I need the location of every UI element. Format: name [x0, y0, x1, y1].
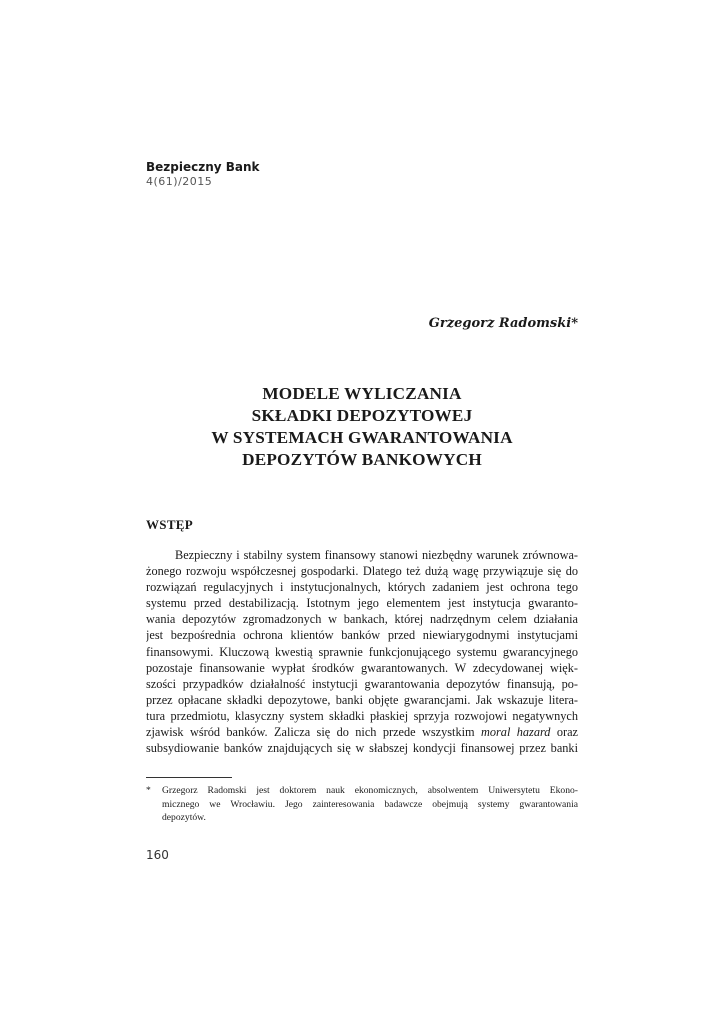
- body-line-text: oraz: [550, 725, 578, 740]
- page-number: 160: [146, 848, 169, 862]
- title-line: SKŁADKI DEPOZYTOWEJ: [251, 406, 473, 425]
- body-line: pozostaje finansowanie wypłat środków gwarantowanych. W zdecydowanej więk-: [146, 660, 578, 675]
- footnote: [146, 784, 578, 825]
- body-line-text: zjawisk wśród banków. Zalicza się do nich przede wszystkim: [146, 725, 481, 740]
- title-line: MODELE WYLICZANIA: [262, 384, 462, 403]
- journal-header: [146, 159, 260, 190]
- body-line: tura przedmiotu, klasyczny system składki płaskiej sprzyja rozwojowi negatywnych: [146, 708, 578, 723]
- footnote-divider: [146, 777, 232, 778]
- title-line: DEPOZYTÓW BANKOWYCH: [242, 450, 482, 469]
- journal-issue: 4(61)/2015: [146, 175, 213, 189]
- body-line: jest bezpośrednia ochrona klientów banków przed niewiarygodnymi instytucjami: [146, 628, 578, 643]
- body-line: subsydiowanie banków znajdujących się w słabszej kondycji finansowej przez banki: [146, 741, 578, 756]
- section-heading: WSTĘP: [146, 517, 194, 532]
- body-line: rozwiązań regulacyjnych i instytucjonalnych, których zadaniem jest ochrona tego: [146, 580, 578, 595]
- body-line: szości przypadków działalność instytucji gwarantowania depozytów finansują, po-: [146, 676, 578, 691]
- footnote-line: Grzegorz Radomski jest doktorem nauk ekonomicznych, absolwentem Uniwersytetu Ekono-: [162, 785, 578, 796]
- body-line: systemu przed destabilizacją. Istotnym jego elementem jest instytucja gwaranto-: [146, 596, 578, 611]
- body-line: [146, 724, 578, 740]
- footnote-line: micznego we Wrocławiu. Jego zainteresowania badawcze obejmują systemy gwarantowania: [162, 798, 578, 810]
- body-paragraph: [146, 547, 578, 756]
- body-line: żonego rozwoju współczesnej gospodarki. Dlatego też dużą wagę przywiązuje się do: [146, 564, 578, 579]
- body-line: przez opłacane składki depozytowe, banki objęte gwarancjami. Jak wskazuje litera-: [146, 692, 578, 707]
- body-line: wania depozytów zgromadzonych w bankach, której nadrzędnym celem działania: [146, 612, 578, 627]
- footnote-line: depozytów.: [162, 812, 206, 824]
- body-line-italic-term: moral hazard: [480, 725, 551, 740]
- author-name: Grzegorz Radomski*: [428, 316, 578, 331]
- article-title: [146, 383, 578, 471]
- body-line: finansowymi. Kluczową kwestią sprawnie funkcjonującego systemu gwarancyjnego: [146, 644, 578, 659]
- journal-name: Bezpieczny Bank: [146, 160, 260, 174]
- footnote-mark: *: [146, 785, 151, 796]
- title-line: W SYSTEMACH GWARANTOWANIA: [211, 428, 513, 447]
- body-line: Bezpieczny i stabilny system finansowy stanowi niezbędny warunek zrównowa-: [175, 548, 578, 562]
